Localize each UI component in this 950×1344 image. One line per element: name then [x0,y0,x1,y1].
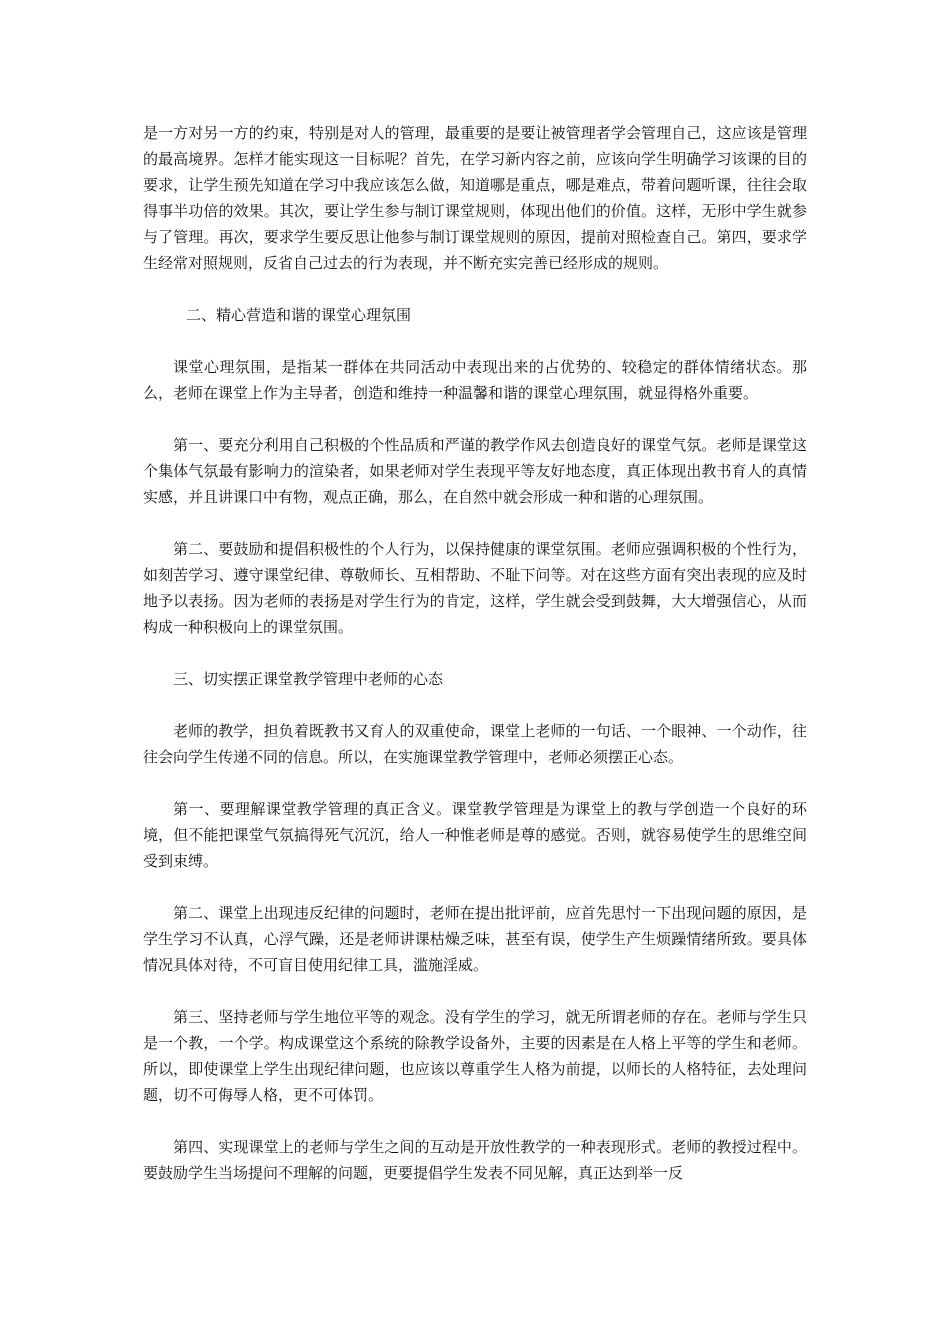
paragraph: 第四、实现课堂上的老师与学生之间的互动是开放性教学的一种表现形式。老师的教授过程中。要鼓励学生当场提问不理解的问题，更要提倡学生发表不同见解，真正达到举一反 [143,1138,807,1182]
paragraph: 第一、要理解课堂教学管理的真正含义。课堂教学管理是为课堂上的教与学创造一个良好的环境，但不能把课堂气氛搞得死气沉沉，给人一种惟老师是尊的感觉。否则，就容易使学生的思维空间受到束缚。 [143,800,807,870]
section-heading-3: 三、切实摆正课堂教学管理中老师的心态 [173,670,444,688]
document-body [143,120,807,1212]
paragraph: 第二、要鼓励和提倡积极性的个人行为，以保持健康的课堂氛围。老师应强调积极的个性行为，如刻苦学习、遵守课堂纪律、尊敬师长、互相帮助、不耻下问等。对在这些方面有突出表现的应及时地予以表扬。因为老师的表扬是对学生行为的肯定，这样，学生就会受到鼓舞，大大增强信心，从而构成一种积极向上的课堂氛围。 [143,540,807,636]
paragraph: 课堂心理氛围，是指某一群体在共同活动中表现出来的占优势的、较稳定的群体情绪状态。那么，老师在课堂上作为主导者，创造和维持一种温馨和谐的课堂心理氛围，就显得格外重要。 [143,358,807,402]
section-heading-2: 二、精心营造和谐的课堂心理氛围 [186,306,412,324]
paragraph: 第三、坚持老师与学生地位平等的观念。没有学生的学习，就无所谓老师的存在。老师与学生只是一个教，一个学。构成课堂这个系统的除教学设备外，主要的因素是在人格上平等的学生和老师。所以，即使课堂上学生出现纪律问题，也应该以尊重学生人格为前提，以师长的人格特征，去处理问题，切不可侮辱人格，更不可体罚。 [143,1008,807,1104]
paragraph: 老师的教学，担负着既教书又育人的双重使命，课堂上老师的一句话、一个眼神、一个动作，往往会向学生传递不同的信息。所以，在实施课堂教学管理中，老师必须摆正心态。 [143,722,807,766]
paragraph-continuation: 是一方对另一方的约束，特别是对人的管理，最重要的是要让被管理者学会管理自己，这应该是管理的最高境界。怎样才能实现这一目标呢？首先，在学习新内容之前，应该向学生明确学习该课的目的要求，让学生预先知道在学习中我应该怎么做，知道哪是重点，哪是难点，带着问题听课，往往会取得事半功倍的效果。其次，要让学生参与制订课堂规则，体现出他们的价值。这样，无形中学生就参与了管理。再次，要求学生要反思让他参与制订课堂规则的原因，提前对照检查自己。第四，要求学生经常对照规则，反省自己过去的行为表现，并不断充实完善已经形成的规则。 [143,124,807,272]
paragraph: 第一、要充分利用自己积极的个性品质和严谨的教学作风去创造良好的课堂气氛。老师是课堂这个集体气氛最有影响力的渲染者，如果老师对学生表现平等友好地态度，真正体现出教书育人的真情实感，并且讲课口中有物，观点正确，那么，在自然中就会形成一种和谐的心理氛围。 [143,436,807,506]
paragraph: 第二、课堂上出现违反纪律的问题时，老师在提出批评前，应首先思忖一下出现问题的原因，是学生学习不认真，心浮气躁，还是老师讲课枯燥乏味，甚至有误，使学生产生烦躁情绪所致。要具体情况具体对待，不可盲目使用纪律工具，滥施淫威。 [143,904,807,974]
